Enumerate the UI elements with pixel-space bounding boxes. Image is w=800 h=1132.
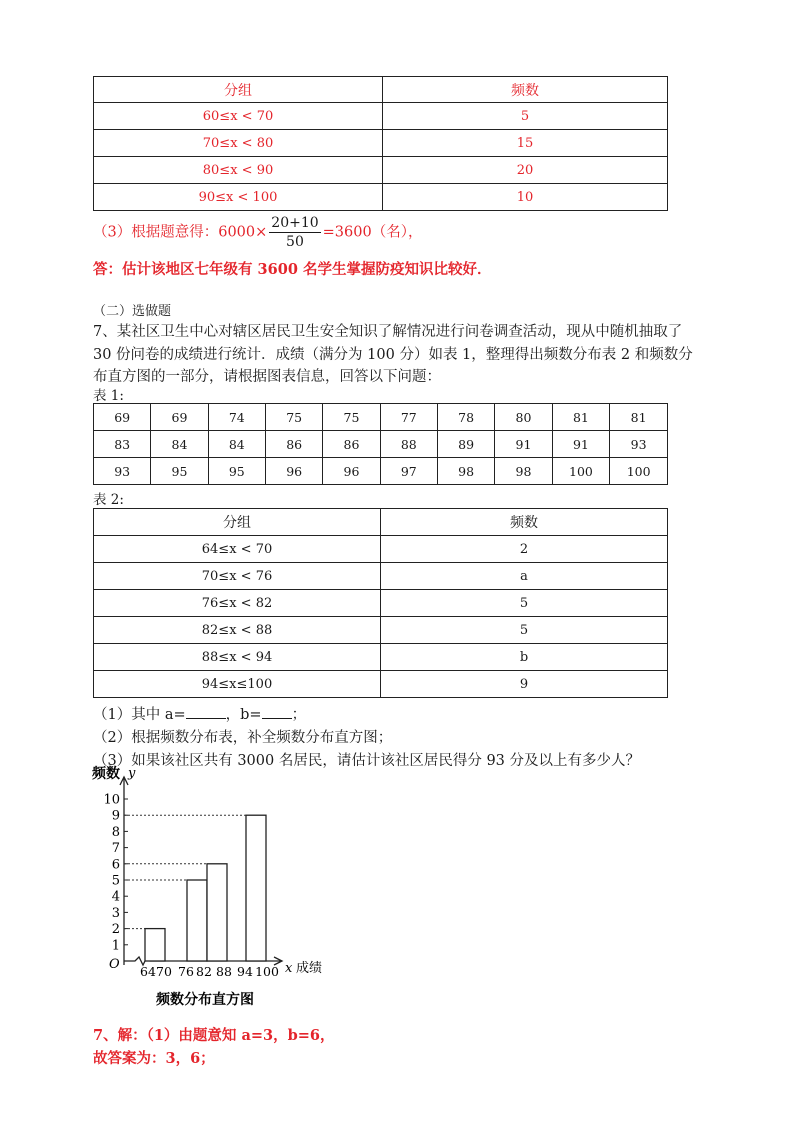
x-tick-label: 70 xyxy=(156,964,172,979)
section-title: （二）选做题 xyxy=(93,304,172,319)
y-tick-label: 1 xyxy=(111,938,120,954)
table-cell: 9 xyxy=(381,671,668,698)
table-cell: 83 xyxy=(94,431,151,458)
table-row xyxy=(94,431,668,458)
table-cell: 93 xyxy=(94,458,151,485)
table-cell: 84 xyxy=(208,431,265,458)
sub-question-3: （3）如果该社区共有 3000 名居民，请估计该社区居民得分 93 分及以上有多少人？ xyxy=(93,753,641,769)
table-cell: 100 xyxy=(610,458,668,485)
part3-answer: 答：估计该地区七年级有 3600 名学生掌握防疫知识比较好． xyxy=(93,261,492,278)
histogram-bar xyxy=(207,864,227,961)
table-cell: 60≤x < 70 xyxy=(94,103,383,130)
table-cell: 91 xyxy=(552,431,610,458)
sub1-b-label: ，b= xyxy=(225,707,262,723)
y-axis-arrow xyxy=(120,777,128,785)
table-cell: 96 xyxy=(265,458,322,485)
solution-line1: 7、解：（1）由题意知 a=3，b=6， xyxy=(93,1027,335,1044)
table-row xyxy=(94,617,668,644)
table-cell: 97 xyxy=(380,458,437,485)
table-row xyxy=(94,644,668,671)
table-cell: 84 xyxy=(151,431,208,458)
table-cell: 91 xyxy=(495,431,552,458)
y-tick-label: 10 xyxy=(103,792,120,808)
x-tick-label: 88 xyxy=(216,964,232,979)
y-tick-label: 4 xyxy=(111,889,120,905)
x-axis-title: 成绩 xyxy=(296,961,323,976)
table-cell: 80≤x < 90 xyxy=(94,157,383,184)
table-cell: 95 xyxy=(208,458,265,485)
table-cell: 70≤x < 80 xyxy=(94,130,383,157)
table-row xyxy=(94,103,668,130)
sub-question-2: （2）根据频数分布表，补全频数分布直方图； xyxy=(93,730,393,746)
y-tick-label: 6 xyxy=(111,857,120,873)
q7-stem-line1: 7、某社区卫生中心对辖区居民卫生安全知识了解情况进行问卷调查活动，现从中随机抽取了 xyxy=(93,324,683,340)
table-cell: 86 xyxy=(265,431,322,458)
table-cell: 75 xyxy=(265,404,322,431)
table-cell: 81 xyxy=(610,404,668,431)
table-cell: 82≤x < 88 xyxy=(94,617,381,644)
table-cell: 93 xyxy=(610,431,668,458)
table-cell: 70≤x < 76 xyxy=(94,563,381,590)
table-header-row xyxy=(94,509,668,536)
sub-question-1 xyxy=(93,703,306,724)
x-axis xyxy=(124,957,282,965)
table-cell: 64≤x < 70 xyxy=(94,536,381,563)
q7-stem-line2: 30 份问卷的成绩进行统计．成绩（满分为 100 分）如表 1，整理得出频数分布表 2 和频数分 xyxy=(93,347,693,363)
x-axis-arrow xyxy=(274,957,282,965)
table-cell: 98 xyxy=(437,458,494,485)
table-cell: 88 xyxy=(380,431,437,458)
header-group: 分组 xyxy=(94,77,383,103)
y-tick-label: 5 xyxy=(111,873,120,889)
x-tick-label: 82 xyxy=(196,964,212,979)
table-row xyxy=(94,458,668,485)
part3-formula xyxy=(93,214,422,251)
table-row xyxy=(94,130,668,157)
table-row xyxy=(94,590,668,617)
table-cell: b xyxy=(381,644,668,671)
y-axis-title: 频数 xyxy=(92,766,120,782)
x-axis-letter: x xyxy=(285,961,293,976)
table2-label: 表 2: xyxy=(93,492,124,508)
table-row xyxy=(94,563,668,590)
table-cell: 5 xyxy=(381,590,668,617)
table-cell: 5 xyxy=(381,617,668,644)
table-cell: 94≤x≤100 xyxy=(94,671,381,698)
table-row xyxy=(94,157,668,184)
x-tick-label: 100 xyxy=(255,964,279,979)
table-cell: 20 xyxy=(383,157,668,184)
sub1-end: ； xyxy=(291,707,307,723)
table-cell: 86 xyxy=(323,431,380,458)
table-cell: 76≤x < 82 xyxy=(94,590,381,617)
origin-label: O xyxy=(109,957,120,972)
table-cell: 5 xyxy=(383,103,668,130)
x-tick-label: 76 xyxy=(178,964,194,979)
q7-stem-line3: 布直方图的一部分，请根据图表信息，回答以下问题： xyxy=(93,369,441,385)
table-cell: 80 xyxy=(495,404,552,431)
chart-title: 频数分布直方图 xyxy=(156,992,254,1008)
y-tick-label: 7 xyxy=(111,841,120,857)
table-cell: 69 xyxy=(151,404,208,431)
table-row xyxy=(94,671,668,698)
y-tick-label: 9 xyxy=(111,808,120,824)
histogram-bar xyxy=(246,815,266,961)
table-cell: 90≤x < 100 xyxy=(94,184,383,211)
part3-prefix: （3）根据题意得：6000× xyxy=(93,224,268,241)
y-axis-letter: y xyxy=(128,766,136,781)
table-cell: 75 xyxy=(323,404,380,431)
table-cell: 2 xyxy=(381,536,668,563)
table-cell: 96 xyxy=(323,458,380,485)
table-cell: 78 xyxy=(437,404,494,431)
table-cell: 10 xyxy=(383,184,668,211)
scores-table xyxy=(93,403,668,485)
y-tick-label: 2 xyxy=(111,922,120,938)
answer-blank-b xyxy=(262,706,292,719)
table-cell: 74 xyxy=(208,404,265,431)
table-row xyxy=(94,536,668,563)
x-tick-label: 94 xyxy=(237,964,253,979)
table-cell: 88≤x < 94 xyxy=(94,644,381,671)
table1-label: 表 1: xyxy=(93,388,124,404)
histogram-bar xyxy=(145,929,165,961)
table-cell: a xyxy=(381,563,668,590)
table-cell: 95 xyxy=(151,458,208,485)
fraction xyxy=(269,214,320,251)
part3-suffix: =3600（名）， xyxy=(322,224,423,241)
table-cell: 77 xyxy=(380,404,437,431)
frequency-answer-table xyxy=(93,76,668,211)
header-frequency: 频数 xyxy=(383,77,668,103)
fraction-numerator: 20+10 xyxy=(271,215,319,231)
frequency-table xyxy=(93,508,668,698)
header-frequency: 频数 xyxy=(381,509,668,536)
table-cell: 15 xyxy=(383,130,668,157)
y-tick-label: 8 xyxy=(111,824,120,840)
fraction-denominator: 50 xyxy=(286,234,304,250)
table-cell: 69 xyxy=(94,404,151,431)
sub1-a-label: （1）其中 a= xyxy=(93,707,186,723)
solution-line2: 故答案为：3，6； xyxy=(93,1050,215,1067)
table-header-row xyxy=(94,77,668,103)
table-row xyxy=(94,184,668,211)
table-cell: 89 xyxy=(437,431,494,458)
histogram-bar xyxy=(187,880,207,961)
header-group: 分组 xyxy=(94,509,381,536)
table-cell: 100 xyxy=(552,458,610,485)
y-tick-label: 3 xyxy=(111,905,120,921)
answer-blank-a xyxy=(186,706,226,719)
table-row xyxy=(94,404,668,431)
x-tick-label: 64 xyxy=(140,964,156,979)
table-cell: 81 xyxy=(552,404,610,431)
table-cell: 98 xyxy=(495,458,552,485)
